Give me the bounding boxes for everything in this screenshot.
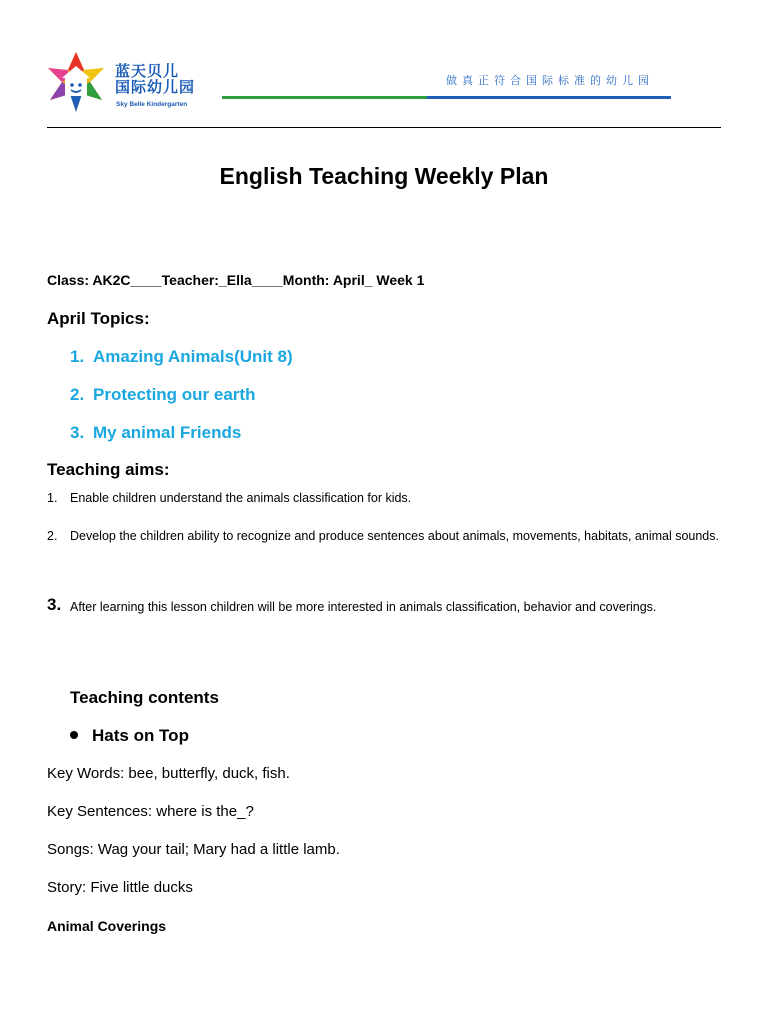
aim-item bbox=[47, 527, 720, 546]
topic-item bbox=[70, 385, 255, 405]
school-name-cn-line1: 蓝天贝儿 bbox=[115, 62, 180, 80]
school-name-cn-line2: 国际幼儿园 bbox=[115, 78, 196, 96]
header-divider bbox=[47, 127, 721, 128]
topic-number: 1. bbox=[70, 347, 85, 366]
letterhead bbox=[0, 0, 768, 130]
teaching-contents-heading: Teaching contents bbox=[70, 688, 219, 707]
songs-line: Songs: Wag your tail; Mary had a little lamb. bbox=[47, 841, 340, 858]
header-bar-green bbox=[222, 96, 427, 99]
aim-number: 3. bbox=[47, 595, 62, 614]
april-topics-heading: April Topics: bbox=[47, 309, 150, 328]
content-bullet bbox=[70, 726, 189, 746]
aim-text: Develop the children ability to recognize and produce sentences about animals, movements, habitats, animal sounds. bbox=[70, 529, 719, 543]
aim-item bbox=[47, 594, 720, 621]
bullet-icon bbox=[70, 731, 78, 739]
key-sentences-line: Key Sentences: where is the_? bbox=[47, 803, 254, 820]
class-info-line: Class: AK2C____Teacher:_Ella____Month: April_ Week 1 bbox=[47, 272, 425, 288]
header-bar-blue bbox=[427, 96, 671, 99]
school-name-en: Sky Belle Kindergarten bbox=[116, 101, 188, 108]
aim-number: 1. bbox=[47, 491, 58, 505]
bullet-text: Hats on Top bbox=[92, 726, 189, 745]
topic-item bbox=[70, 347, 293, 367]
topic-number: 3. bbox=[70, 423, 85, 442]
teaching-aims-heading: Teaching aims: bbox=[47, 460, 170, 479]
topic-text: My animal Friends bbox=[93, 423, 242, 442]
document-title: English Teaching Weekly Plan bbox=[219, 163, 549, 189]
topic-text: Protecting our earth bbox=[93, 385, 256, 404]
school-name-cn bbox=[115, 63, 215, 95]
topic-number: 2. bbox=[70, 385, 85, 404]
aim-text: Enable children understand the animals classification for kids. bbox=[70, 491, 412, 505]
topic-text: Amazing Animals(Unit 8) bbox=[93, 347, 293, 366]
topic-item bbox=[70, 423, 241, 443]
key-words-line: Key Words: bee, butterfly, duck, fish. bbox=[47, 765, 290, 782]
aim-item bbox=[47, 489, 720, 508]
story-line: Story: Five little ducks bbox=[47, 879, 193, 896]
school-slogan: 做真正符合国际标准的幼儿园 bbox=[446, 74, 654, 87]
aim-number: 2. bbox=[47, 529, 58, 543]
animal-coverings-heading: Animal Coverings bbox=[47, 918, 167, 934]
aim-text: After learning this lesson children will be more interested in animals classification, behavior and coverings. bbox=[70, 600, 657, 614]
school-logo-icon bbox=[44, 50, 108, 114]
